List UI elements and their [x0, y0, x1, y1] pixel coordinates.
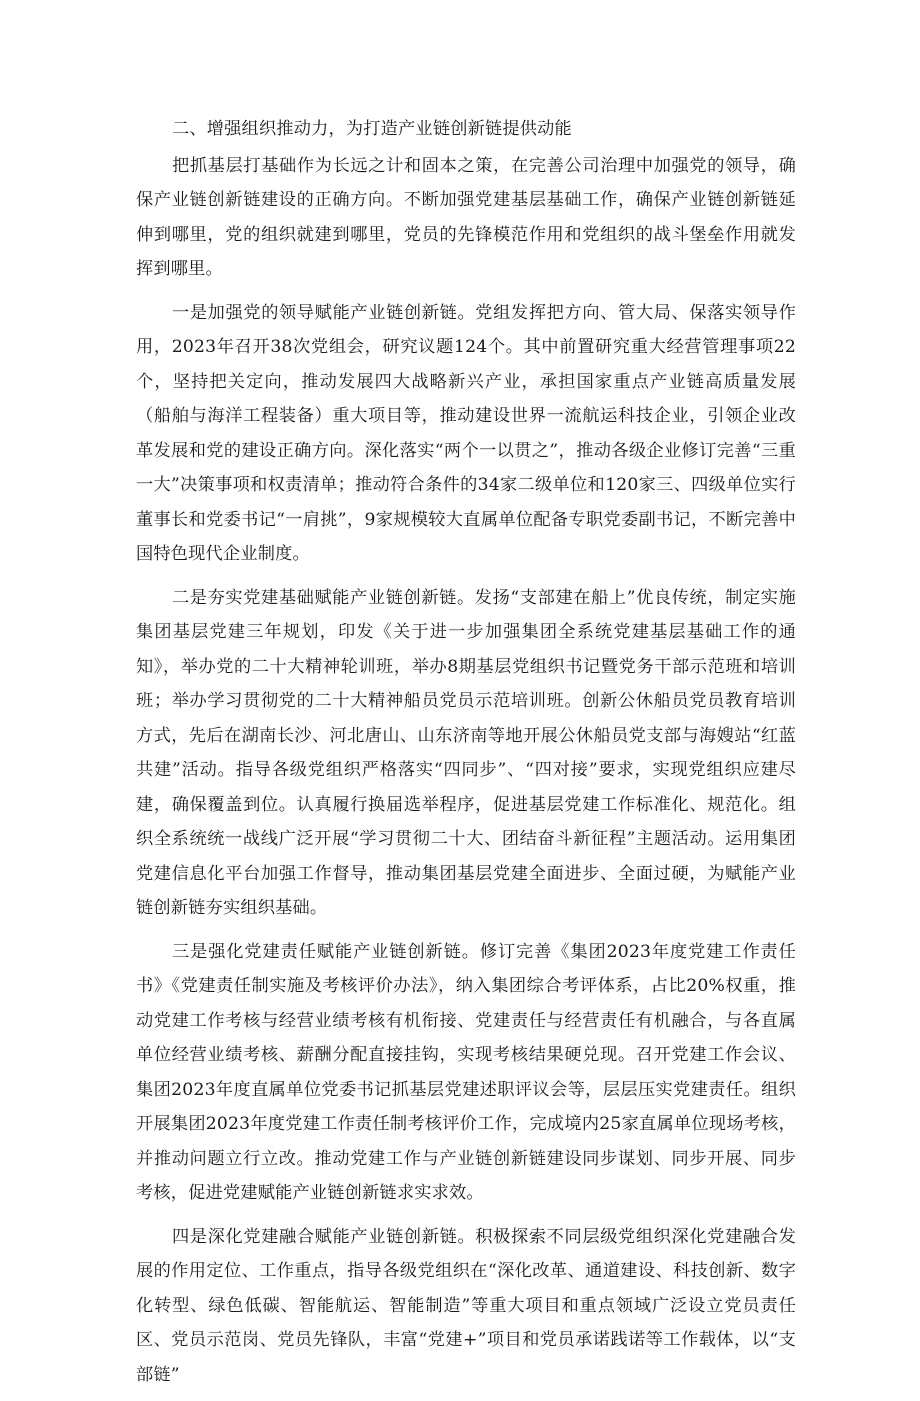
- section-heading: 二、增强组织推动力，为打造产业链创新链提供动能: [172, 119, 572, 139]
- paragraph-intro: 把抓基层打基础作为长远之计和固本之策，在完善公司治理中加强党的领导，确保产业链创新链建设的正确方向。不断加强党建基层基础工作，确保产业链创新链延伸到哪里，党的组织就建到哪里，党员的先锋模范作用和党组织的战斗堡垒作用就发挥到哪里。: [136, 155, 796, 279]
- paragraph-party-integration: 四是深化党建融合赋能产业链创新链。积极探索不同层级党组织深化党建融合发展的作用定位、工作重点，指导各级党组织在“深化改革、通道建设、科技创新、数字化转型、绿色低碳、智能航运、智能制造”等重大项目和重点领域广泛设立党员责任区、党员示范岗、党员先锋队，丰富“党建+”项目和党员承诺践诺等工作载体，以“支部链”: [136, 1226, 796, 1385]
- paragraph-party-responsibility: 三是强化党建责任赋能产业链创新链。修订完善《集团2023年度党建工作责任书》《党建责任制实施及考核评价办法》，纳入集团综合考评体系，占比20%权重，推动党建工作考核与经营业绩考核有机衔接、党建责任与经营责任有机融合，与各直属单位经营业绩考核、薪酬分配直接挂钩，实现考核结果硬兑现。召开党建工作会议、集团2023年度直属单位党委书记抓基层党建述职评议会等，层层压实党建责任。组织开展集团2023年度党建工作责任制考核评价工作，完成境内25家直属单位现场考核，并推动问题立行立改。推动党建工作与产业链创新链建设同步谋划、同步开展、同步考核，促进党建赋能产业链创新链求实求效。: [136, 941, 796, 1203]
- paragraph-party-leadership: 一是加强党的领导赋能产业链创新链。党组发挥把方向、管大局、保落实领导作用，2023年召开38次党组会，研究议题124个。其中前置研究重大经营管理事项22个，坚持把关定向，推动发展四大战略新兴产业，承担国家重点产业链高质量发展（船舶与海洋工程装备）重大项目等，推动建设世界一流航运科技企业，引领企业改革发展和党的建设正确方向。深化落实“两个一以贯之”，推动各级企业修订完善“三重一大”决策事项和权责清单；推动符合条件的34家二级单位和120家三、四级单位实行董事长和党委书记“一肩挑”，9家规模较大直属单位配备专职党委副书记，不断完善中国特色现代企业制度。: [136, 302, 796, 564]
- paragraph-party-foundation: 二是夯实党建基础赋能产业链创新链。发扬“支部建在船上”优良传统，制定实施集团基层党建三年规划，印发《关于进一步加强集团全系统党建基层基础工作的通知》，举办党的二十大精神轮训班，举办8期基层党组织书记暨党务干部示范班和培训班；举办学习贯彻党的二十大精神船员党员示范培训班。创新公休船员党员教育培训方式，先后在湖南长沙、河北唐山、山东济南等地开展公休船员党支部与海嫂站“红蓝共建”活动。指导各级党组织严格落实“四同步”、“四对接”要求，实现党组织应建尽建，确保覆盖到位。认真履行换届选举程序，促进基层党建工作标准化、规范化。组织全系统统一战线广泛开展“学习贯彻二十大、团结奋斗新征程”主题活动。运用集团党建信息化平台加强工作督导，推动集团基层党建全面进步、全面过硬，为赋能产业链创新链夯实组织基础。: [136, 587, 796, 918]
- document-body: [136, 112, 796, 1401]
